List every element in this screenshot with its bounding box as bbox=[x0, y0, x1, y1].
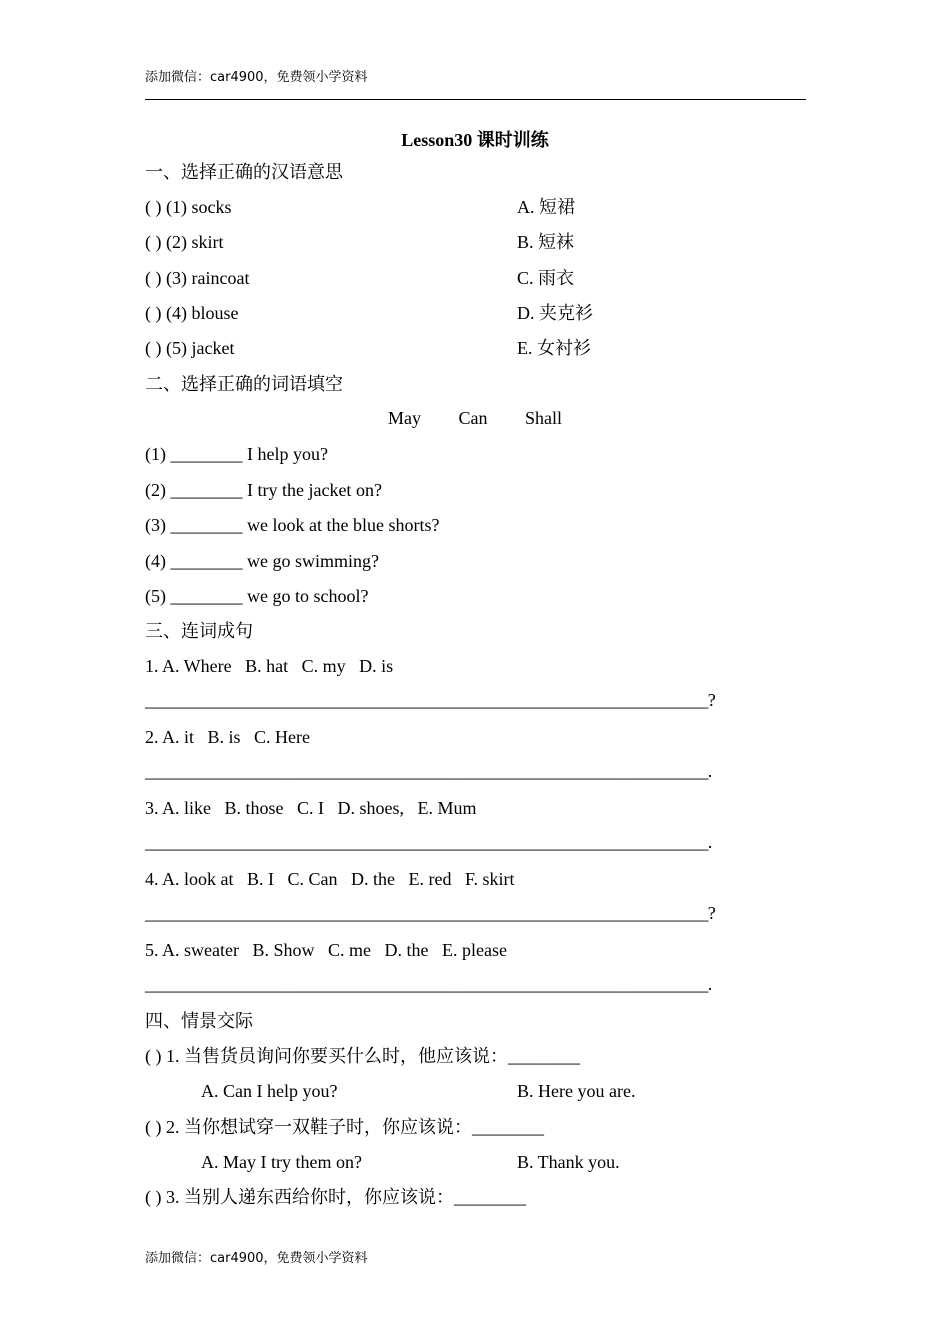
fill-item-4: (4) ________ we go swimming? bbox=[145, 551, 379, 571]
reorder-words-1: 1. A. Where B. hat C. my D. is bbox=[145, 656, 394, 676]
situation-question-2: ( ) 2. 当你想试穿一双鞋子时，你应该说：________ bbox=[145, 1117, 544, 1137]
reorder-words-2: 2. A. it B. is C. Here bbox=[145, 727, 310, 747]
answer-line-3: ___________________________________________________________________. bbox=[145, 832, 712, 852]
situation-1-option-a: A. Can I help you? bbox=[201, 1081, 338, 1101]
header-note: 添加微信：car4900，免费领小学资料 bbox=[145, 70, 368, 85]
answer-line-1: ___________________________________________________________________? bbox=[145, 690, 716, 710]
reorder-words-3: 3. A. like B. those C. I D. shoes, E. Mum bbox=[145, 798, 477, 818]
reorder-words-4: 4. A. look at B. I C. Can D. the E. red F. skirt bbox=[145, 869, 515, 889]
section2-heading: 二、选择正确的词语填空 bbox=[145, 374, 343, 394]
situation-1-option-b: B. Here you are. bbox=[517, 1081, 636, 1101]
answer-line-4: ___________________________________________________________________? bbox=[145, 903, 716, 923]
fill-item-1: (1) ________ I help you? bbox=[145, 444, 328, 464]
fill-item-3: (3) ________ we look at the blue shorts? bbox=[145, 515, 440, 535]
match-option-b: B. 短袜 bbox=[517, 232, 575, 252]
match-option-e: E. 女衬衫 bbox=[517, 338, 591, 358]
section4-heading: 四、情景交际 bbox=[145, 1011, 253, 1031]
match-option-a: A. 短裙 bbox=[517, 197, 575, 217]
situation-2-option-a: A. May I try them on? bbox=[201, 1152, 362, 1172]
situation-question-1: ( ) 1. 当售货员询问你要买什么时，他应该说：________ bbox=[145, 1046, 580, 1066]
match-item-5: ( ) (5) jacket bbox=[145, 338, 235, 358]
fill-item-5: (5) ________ we go to school? bbox=[145, 586, 369, 606]
footer-note: 添加微信：car4900，免费领小学资料 bbox=[145, 1251, 368, 1266]
match-item-2: ( ) (2) skirt bbox=[145, 232, 224, 252]
match-item-4: ( ) (4) blouse bbox=[145, 303, 239, 323]
section1-heading: 一、选择正确的汉语意思 bbox=[145, 162, 343, 182]
reorder-words-5: 5. A. sweater B. Show C. me D. the E. please bbox=[145, 940, 507, 960]
match-option-c: C. 雨衣 bbox=[517, 268, 575, 288]
match-item-1: ( ) (1) socks bbox=[145, 197, 232, 217]
situation-question-3: ( ) 3. 当别人递东西给你时，你应该说：________ bbox=[145, 1187, 526, 1207]
fill-item-2: (2) ________ I try the jacket on? bbox=[145, 480, 382, 500]
section3-heading: 三、连词成句 bbox=[145, 621, 253, 641]
word-bank: May Can Shall bbox=[388, 408, 562, 428]
match-option-d: D. 夹克衫 bbox=[517, 303, 593, 323]
match-item-3: ( ) (3) raincoat bbox=[145, 268, 250, 288]
header-rule bbox=[145, 99, 806, 100]
answer-line-2: ___________________________________________________________________. bbox=[145, 761, 712, 781]
answer-line-5: ___________________________________________________________________. bbox=[145, 974, 712, 994]
situation-2-option-b: B. Thank you. bbox=[517, 1152, 620, 1172]
page-title: Lesson30 课时训练 bbox=[401, 130, 549, 150]
